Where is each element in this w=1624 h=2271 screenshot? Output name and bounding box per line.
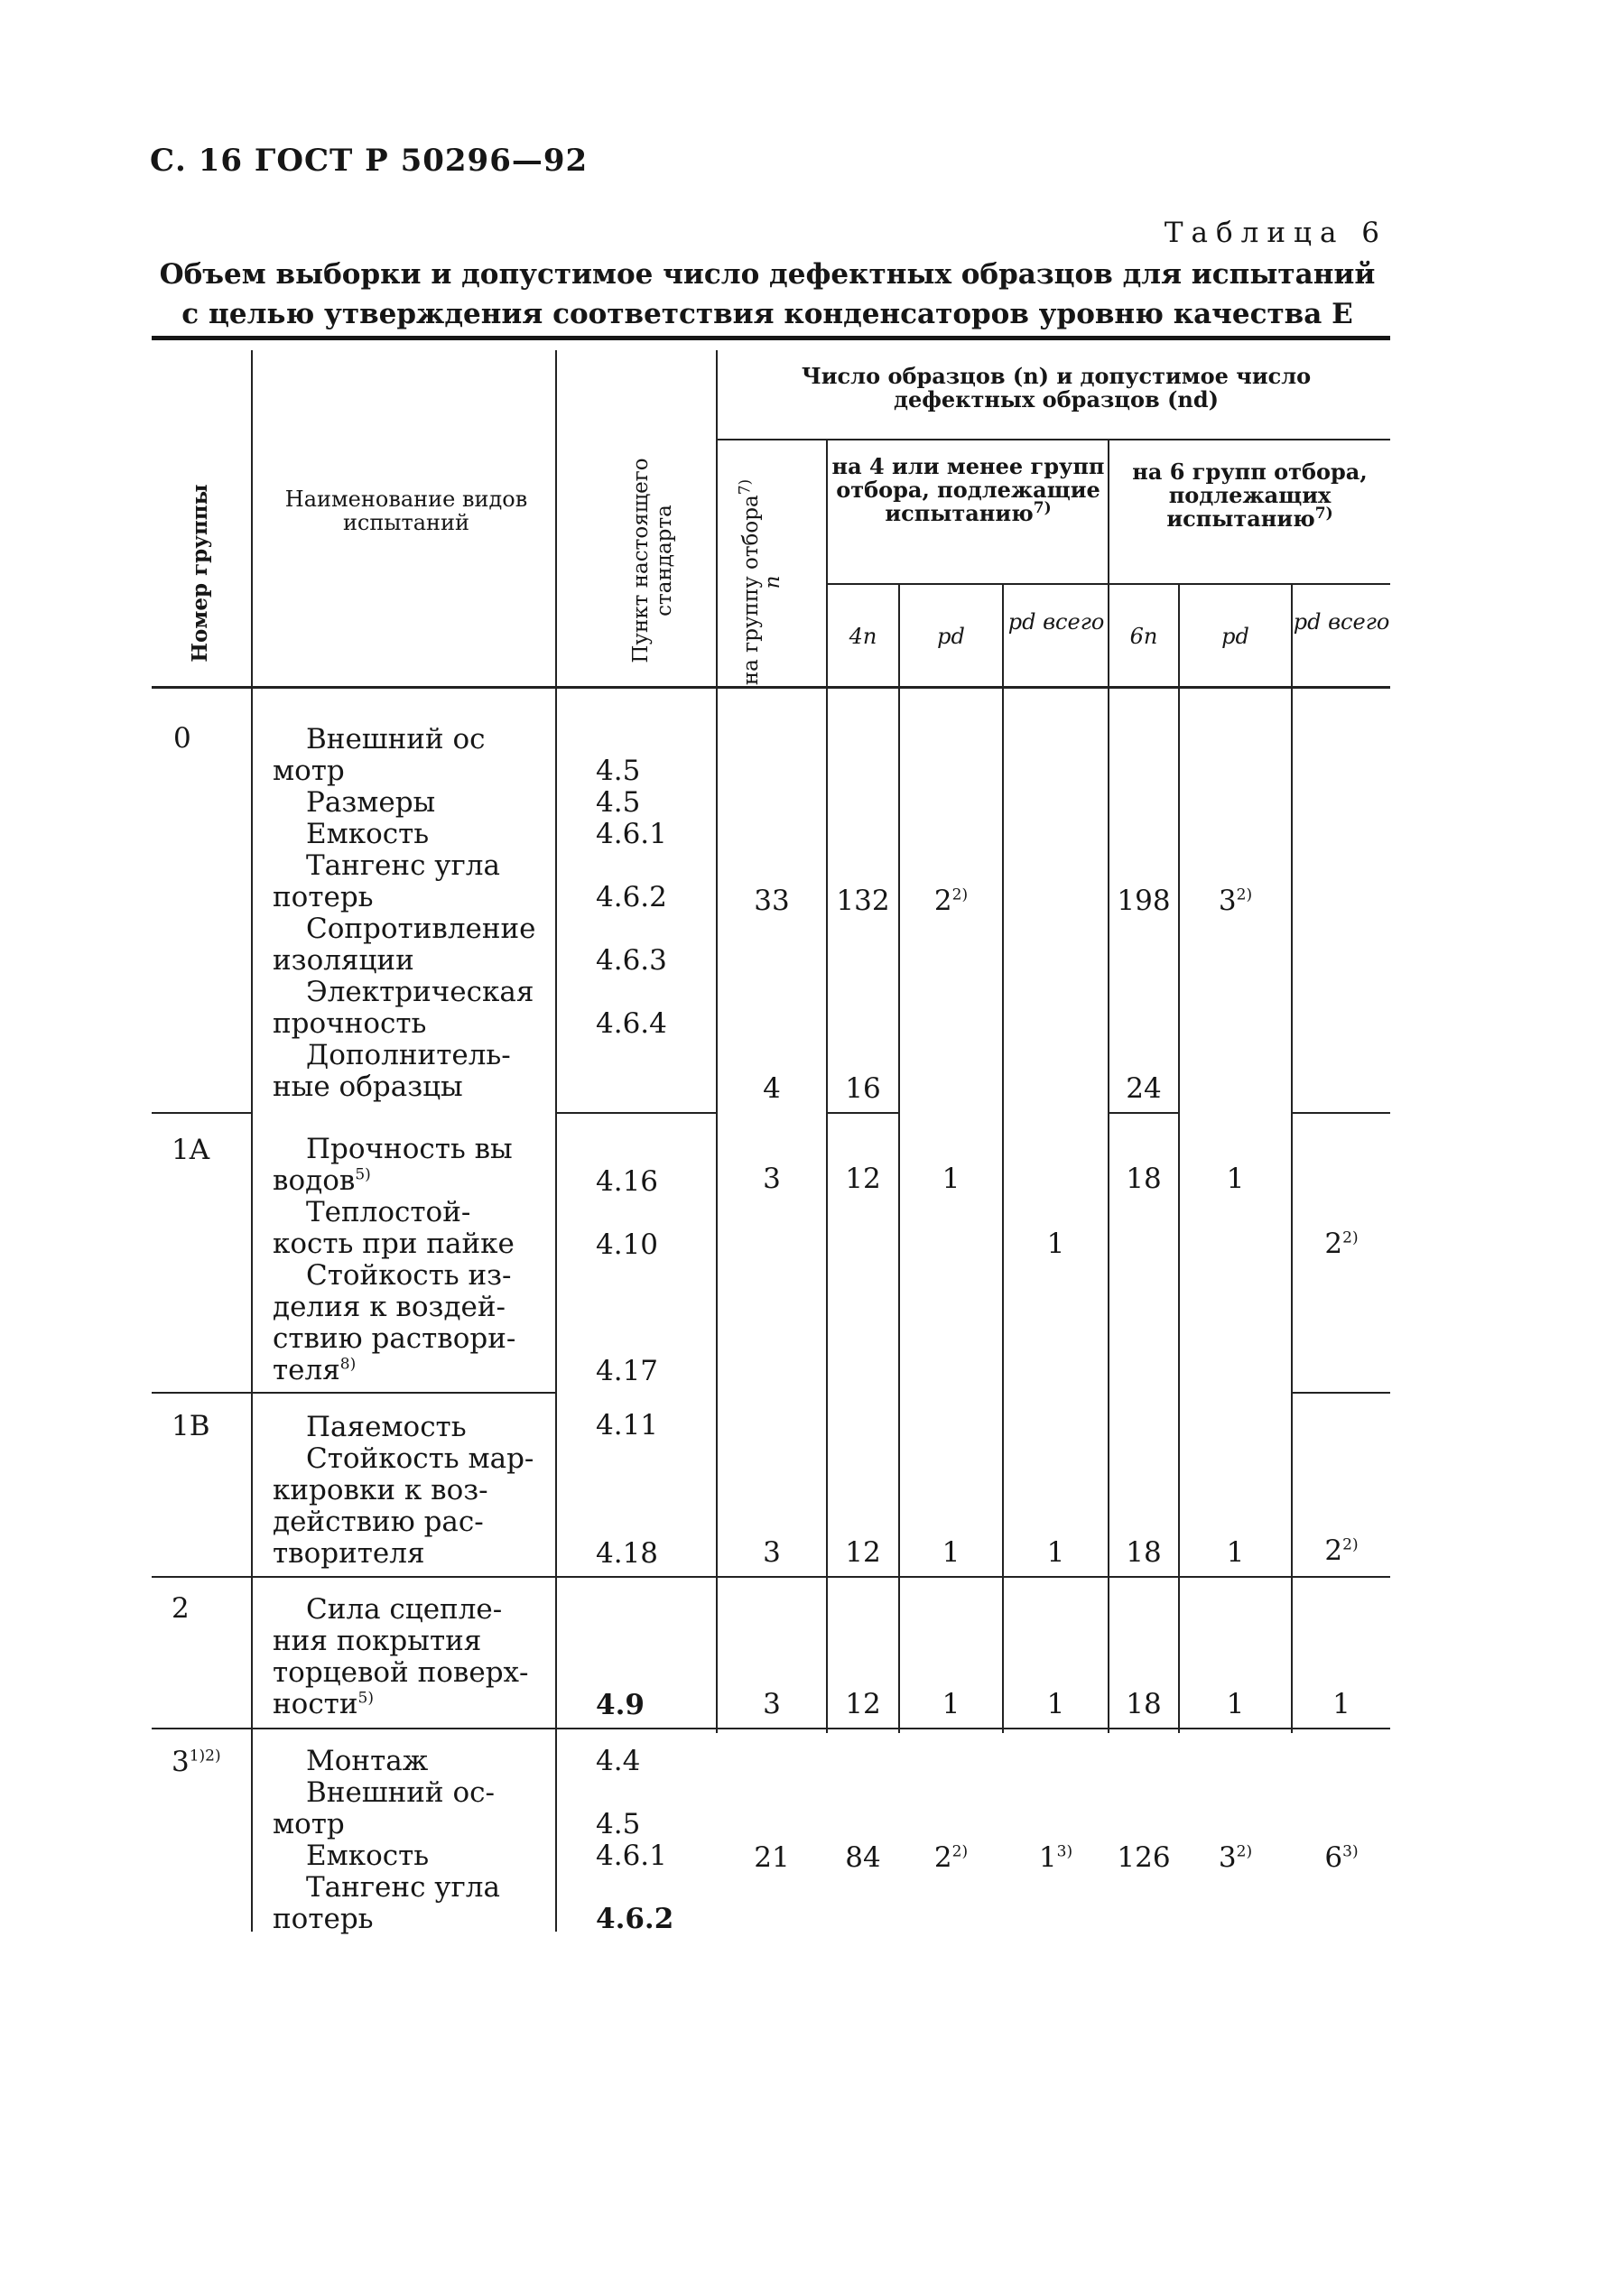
caption-rule (152, 336, 1390, 340)
row-divider (1108, 1112, 1178, 1114)
header-group-number: Номер группы (188, 484, 212, 663)
test-name-cont: прочность (273, 1007, 427, 1040)
table-label: Таблица 6 (1164, 217, 1387, 249)
six-groups-sup: 7) (1314, 505, 1333, 523)
row-divider (826, 1112, 898, 1114)
row-divider (152, 1576, 1390, 1578)
test-name-cont: торцевой поверх- (273, 1656, 529, 1689)
test-sup: 5) (357, 1689, 374, 1708)
four-groups-label: на 4 или менее групп отбора, подлежащие испытанию (831, 453, 1105, 526)
value-6n: 198 (1117, 885, 1171, 917)
extra-6n: 24 (1126, 1072, 1162, 1105)
col-divider (716, 350, 718, 1733)
clause: 4.10 (596, 1228, 659, 1261)
clause: 4.6.1 (596, 818, 667, 850)
test-sup: 8) (339, 1355, 357, 1374)
value-n: 33 (754, 885, 790, 917)
test-list (265, 1746, 550, 1935)
per-group-n: n (761, 575, 784, 589)
test-list (265, 1594, 550, 1720)
value-n: 3 (763, 1536, 781, 1569)
header-4n: 4n (849, 624, 877, 649)
row-divider (1291, 1392, 1390, 1394)
test-name: Паяемость (306, 1411, 467, 1443)
per-group-sup: 7) (736, 478, 755, 496)
pd6-sup: 2) (1236, 1842, 1253, 1861)
clause-list (596, 755, 667, 1040)
value-pd6: 1 (1226, 1688, 1245, 1720)
header-rule (828, 583, 1390, 585)
group-number: 1B (172, 1410, 210, 1442)
value-pd4: 1 (942, 1688, 960, 1720)
test-name-cont: кировки к воз- (273, 1474, 488, 1506)
row-divider (555, 1112, 716, 1114)
header-pd: pd (937, 624, 965, 649)
header-per-group (736, 474, 803, 691)
clause: 4.6.1 (596, 1840, 667, 1872)
value-pd4-total: 1 (1046, 1536, 1065, 1569)
test-sup: 5) (355, 1165, 371, 1184)
test-name: Тангенс угла (306, 1871, 500, 1904)
header-four-groups (831, 455, 1106, 525)
value-pd4-total: 1 (1046, 1688, 1065, 1720)
test-name: Емкость (306, 818, 430, 850)
test-name-cont: водов$^{5)}$ (273, 1164, 371, 1197)
header-test-names: Наименование видов испытаний (284, 487, 528, 535)
pd4-total-value: 1 (1038, 1841, 1057, 1874)
header-pd-total-2: pd всего (1293, 609, 1390, 635)
test-name-cont: ния покрытия (273, 1625, 482, 1657)
test-name-cont: кость при пайке (273, 1228, 515, 1260)
header-6n: 6n (1129, 624, 1158, 649)
row-divider (253, 1392, 555, 1394)
test-name: Внешний ос (306, 723, 486, 755)
pd6-total-sup: 2) (1342, 1228, 1359, 1247)
test-name-cont: изоляции (273, 944, 414, 977)
test-name-cont: мотр (273, 1808, 345, 1840)
value-4n: 132 (836, 885, 890, 917)
extra-n: 4 (763, 1072, 781, 1105)
value-pd4: 1 (942, 1163, 960, 1195)
value-pd4: 1 (942, 1536, 960, 1569)
test-name: Внешний ос- (306, 1776, 495, 1809)
pd4-value: 2 (933, 885, 952, 917)
pd6-value: 3 (1218, 885, 1237, 917)
clause: 4.9 (596, 1689, 645, 1721)
clause: 4.18 (596, 1537, 659, 1570)
test-list (265, 1412, 550, 1570)
test-name: Сопротивление (306, 913, 536, 945)
test-name-cont: ности$^{5)}$ (273, 1688, 374, 1720)
pd6-total-sup: 2) (1342, 1535, 1359, 1554)
clause: 4.16 (596, 1165, 659, 1198)
group-number-sup: 1)2) (189, 1747, 221, 1766)
test-name: Электрическая (306, 976, 534, 1008)
pd6-total-sup: 3) (1342, 1842, 1359, 1861)
group-number-value: 3 (172, 1746, 190, 1778)
clause: 4.5 (596, 1808, 641, 1840)
value-pd6-total (1293, 1534, 1390, 1567)
value-pd6 (1180, 1841, 1291, 1874)
page-reference: С. 16 ГОСТ Р 50296—92 (150, 143, 589, 179)
test-name-cont: творителя (273, 1537, 425, 1570)
test-name-cont: ствию раствори- (273, 1322, 516, 1355)
pd4-total-sup: 3) (1056, 1842, 1073, 1861)
pd4-sup: 2) (951, 885, 969, 904)
clause: 4.6.4 (596, 1007, 667, 1040)
pd4-value: 2 (933, 1841, 952, 1874)
clause: 4.5 (596, 755, 641, 787)
table-caption (135, 255, 1399, 334)
test-name-cont: делия к воздей- (273, 1291, 506, 1323)
test-name: Сила сцепле- (306, 1593, 503, 1626)
value-n: 3 (763, 1163, 781, 1195)
clause: 4.6.2 (596, 881, 667, 913)
test-name: Тангенс угла (306, 849, 500, 882)
pd6-value: 3 (1218, 1841, 1237, 1874)
row-divider (152, 1392, 251, 1394)
header-pd-total: pd всего (1007, 609, 1105, 635)
test-name: Прочность вы (306, 1133, 513, 1165)
row-divider (152, 1728, 1390, 1729)
test-name: Стойкость из- (306, 1259, 512, 1292)
header-clause: Пункт настоящего стандарта (629, 458, 676, 663)
value-pd4 (900, 885, 1002, 917)
value-6n: 126 (1117, 1841, 1171, 1874)
test-name-cont: действию рас- (273, 1506, 484, 1538)
col-divider (251, 350, 253, 1932)
value-6n: 18 (1126, 1536, 1162, 1569)
test-name: Дополнитель- (306, 1039, 511, 1071)
value-6n: 18 (1126, 1688, 1162, 1720)
value-pd6-total: 1 (1332, 1688, 1350, 1720)
per-group-label: на группу отбора (739, 495, 763, 686)
caption-line-1: Объем выборки и допустимое число дефектных образцов для испытаний (159, 258, 1376, 291)
header-six-groups (1112, 460, 1387, 531)
pd6-total-value: 6 (1324, 1841, 1343, 1874)
test-list (265, 1134, 550, 1386)
group-number: 1A (172, 1134, 210, 1166)
col-divider (555, 350, 557, 1932)
clause: 4.17 (596, 1355, 659, 1387)
clause: 4.5 (596, 786, 641, 819)
test-name: Монтаж (306, 1745, 429, 1777)
test-name-cont: ные образцы (273, 1071, 463, 1103)
test-name: Емкость (306, 1840, 430, 1872)
test-name: Размеры (306, 786, 436, 819)
test-name-cont: теля$^{8)}$ (273, 1354, 357, 1386)
group-number: 0 (173, 722, 191, 755)
value-pd6-total (1293, 1841, 1390, 1874)
value-pd6: 1 (1226, 1536, 1245, 1569)
value-6n: 18 (1126, 1163, 1162, 1195)
pd6-total-value: 2 (1324, 1534, 1343, 1567)
test-name-cont: потерь (273, 881, 374, 913)
pd6-total-value: 2 (1324, 1228, 1343, 1260)
header-samples-title: Число образцов (n) и допустимое число дефектных образцов (nd) (801, 363, 1312, 412)
pd4-sup: 2) (951, 1842, 969, 1861)
value-4n: 84 (845, 1841, 881, 1874)
group-number (172, 1746, 221, 1778)
row-divider (152, 1112, 251, 1114)
test-name: Теплостой- (306, 1196, 471, 1228)
value-pd4-total: 1 (1046, 1228, 1065, 1260)
value-n: 3 (763, 1688, 781, 1720)
header-pd-2: pd (1221, 624, 1249, 649)
clause: 4.4 (596, 1745, 641, 1777)
clause: 4.11 (596, 1409, 659, 1441)
value-pd4-total (1004, 1841, 1108, 1874)
value-pd6 (1180, 885, 1291, 917)
row-divider (1291, 1112, 1390, 1114)
value-4n: 12 (845, 1163, 881, 1195)
value-pd4 (900, 1841, 1002, 1874)
test-list (265, 724, 550, 1103)
extra-4n: 16 (845, 1072, 881, 1105)
pd6-sup: 2) (1236, 885, 1253, 904)
clause: 4.6.2 (596, 1903, 674, 1935)
value-4n: 12 (845, 1688, 881, 1720)
value-pd6-total (1293, 1228, 1390, 1260)
value-n: 21 (754, 1841, 790, 1874)
four-groups-sup: 7) (1033, 499, 1052, 517)
header-rule (718, 439, 1390, 440)
group-number: 2 (172, 1592, 190, 1625)
test-name-cont: мотр (273, 755, 345, 787)
clause: 4.6.3 (596, 944, 667, 977)
caption-line-2: с целью утверждения соответствия конденсаторов уровню качества Е (181, 298, 1353, 330)
value-4n: 12 (845, 1536, 881, 1569)
six-groups-label: на 6 групп отбора, подлежащих испытанию (1132, 459, 1368, 532)
value-pd6: 1 (1226, 1163, 1245, 1195)
test-name-cont: потерь (273, 1903, 374, 1935)
test-name: Стойкость мар- (306, 1442, 534, 1475)
